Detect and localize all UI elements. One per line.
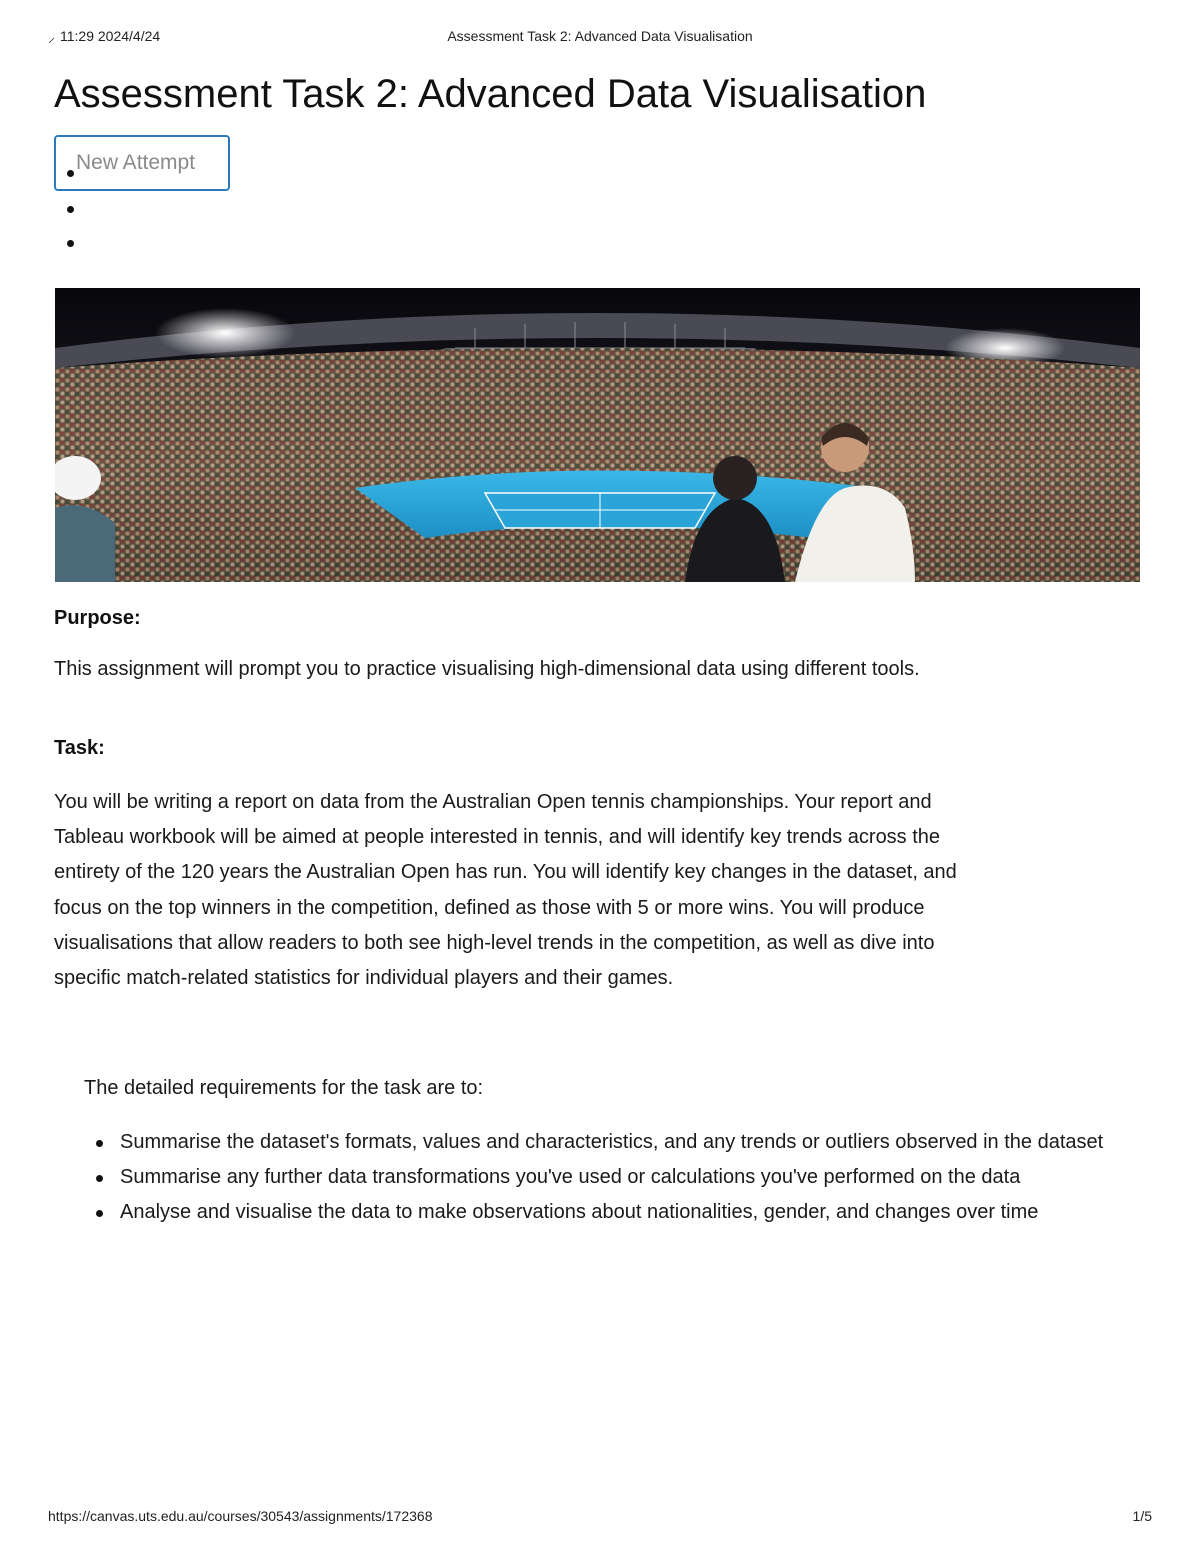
- list-item: [84, 1125, 1114, 1160]
- list-bullet-icon: [67, 170, 74, 177]
- new-attempt-button[interactable]: New Attempt: [54, 135, 230, 191]
- print-mark-icon: ⸝: [48, 29, 55, 45]
- stadium-banner-image: [55, 288, 1140, 582]
- task-line: visualisations that allow readers to both see high-level trends in the competition, as well as dive into: [54, 931, 935, 954]
- list-bullet-icon: [67, 240, 74, 247]
- requirements-list: [84, 1125, 1114, 1230]
- task-line: entirety of the 120 years the Australian Open has run. You will identify key changes in the dataset, and: [54, 861, 957, 884]
- print-datetime: 11:29 2024/4/24: [60, 28, 161, 44]
- page-title: Assessment Task 2: Advanced Data Visualisation: [54, 72, 927, 116]
- requirement-text: Summarise any further data transformations you've used or calculations you've performed on the data: [120, 1166, 1021, 1188]
- page-indicator: 1/5: [1132, 1508, 1152, 1524]
- list-bullet-icon: [96, 1175, 103, 1182]
- requirement-text: Analyse and visualise the data to make observations about nationalities, gender, and changes over time: [120, 1201, 1039, 1223]
- list-bullet-icon: [67, 206, 74, 213]
- purpose-text: This assignment will prompt you to practice visualising high-dimensional data using different tools.: [54, 658, 920, 680]
- print-footer: [48, 1508, 1152, 1528]
- requirements-intro: The detailed requirements for the task are to:: [84, 1077, 484, 1099]
- task-heading: Task:: [54, 737, 105, 759]
- task-line: You will be writing a report on data from the Australian Open tennis championships. Your report and: [54, 791, 932, 813]
- requirement-text: Summarise the dataset's formats, values and characteristics, and any trends or outliers observed in the dataset: [120, 1131, 1104, 1153]
- print-header: [48, 28, 1152, 48]
- task-description: [54, 785, 1144, 996]
- task-line: specific match-related statistics for individual players and their games.: [54, 967, 674, 990]
- list-item: [84, 1195, 1114, 1230]
- purpose-heading: Purpose:: [54, 607, 141, 629]
- page-url: https://canvas.uts.edu.au/courses/30543/assignments/172368: [48, 1508, 433, 1524]
- print-doc-title: Assessment Task 2: Advanced Data Visualisation: [447, 28, 753, 44]
- list-bullet-icon: [96, 1210, 103, 1217]
- task-line: focus on the top winners in the competition, defined as those with 5 or more wins. You will produce: [54, 896, 925, 919]
- task-line: Tableau workbook will be aimed at people interested in tennis, and will identify key trends across the: [54, 826, 941, 849]
- list-item: [84, 1160, 1114, 1195]
- list-bullet-icon: [96, 1140, 103, 1147]
